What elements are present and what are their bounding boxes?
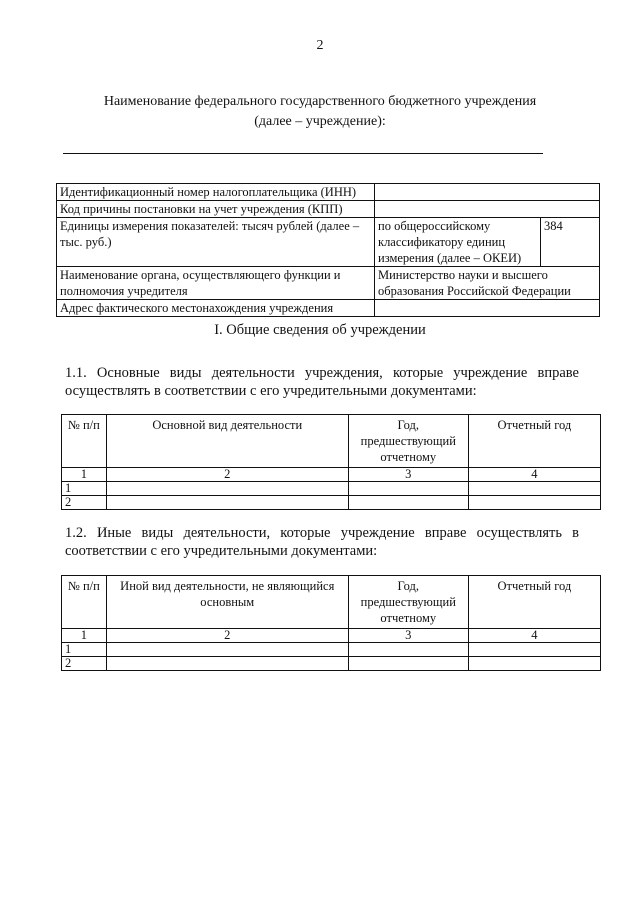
table-cell[interactable] <box>468 657 600 671</box>
main-activities-table <box>61 414 601 510</box>
row-number: 2 <box>62 496 107 510</box>
row-number: 1 <box>62 482 107 496</box>
row-number: 1 <box>62 643 107 657</box>
institution-info-table <box>56 183 600 317</box>
founder-label: Наименование органа, осуществляющего функции и полномочия учредителя <box>57 267 375 300</box>
col-report-year-header: Отчетный год <box>468 576 600 629</box>
paragraph-1-1: 1.1. Основные виды деятельности учреждения, которые учреждение вправе осуществлять в соответствии с его учредительными документами: <box>65 365 579 399</box>
kpp-row <box>57 201 600 218</box>
okei-label: по общероссийскому классификатору единиц измерения (далее – ОКЕИ) <box>375 218 541 267</box>
column-number: 3 <box>348 629 468 643</box>
table-row <box>62 657 601 671</box>
page-number: 2 <box>316 38 324 53</box>
heading-line-2: (далее – учреждение): <box>254 114 386 129</box>
col-number-header: № п/п <box>62 415 107 468</box>
column-number-row <box>62 468 601 482</box>
table-cell[interactable] <box>348 482 468 496</box>
table-row <box>62 482 601 496</box>
other-activities-table <box>61 575 601 671</box>
table-cell[interactable] <box>106 643 348 657</box>
column-number: 2 <box>106 468 348 482</box>
table-cell[interactable] <box>106 657 348 671</box>
inn-label: Идентификационный номер налогоплательщика (ИНН) <box>57 184 375 201</box>
col-prev-year-header: Год, предшествующий отчетному <box>348 576 468 629</box>
table-cell[interactable] <box>106 482 348 496</box>
column-number: 4 <box>468 629 600 643</box>
column-number: 2 <box>106 629 348 643</box>
col-number-header: № п/п <box>62 576 107 629</box>
column-number: 1 <box>62 468 107 482</box>
column-number: 4 <box>468 468 600 482</box>
table-cell[interactable] <box>348 657 468 671</box>
inn-value-cell[interactable] <box>375 184 600 201</box>
section-title: I. Общие сведения об учреждении <box>214 322 426 338</box>
document-heading <box>60 92 580 132</box>
col-prev-year-header: Год, предшествующий отчетному <box>348 415 468 468</box>
founder-row <box>57 267 600 300</box>
address-value-cell[interactable] <box>375 300 600 317</box>
column-number: 1 <box>62 629 107 643</box>
founder-value: Министерство науки и высшего образования Российской Федерации <box>375 267 600 300</box>
kpp-label: Код причины постановки на учет учреждения (КПП) <box>57 201 375 218</box>
column-number-row <box>62 629 601 643</box>
kpp-value-cell[interactable] <box>375 201 600 218</box>
table-cell[interactable] <box>348 496 468 510</box>
table-row <box>62 643 601 657</box>
table-header-row <box>62 576 601 629</box>
column-number: 3 <box>348 468 468 482</box>
address-row <box>57 300 600 317</box>
col-report-year-header: Отчетный год <box>468 415 600 468</box>
table-cell[interactable] <box>468 496 600 510</box>
table-cell[interactable] <box>468 643 600 657</box>
units-row <box>57 218 600 267</box>
paragraph-1-2: 1.2. Иные виды деятельности, которые учреждение вправе осуществлять в соответствии с его учредительными документами: <box>65 525 579 559</box>
table-row <box>62 496 601 510</box>
institution-name-fill-line[interactable] <box>63 153 543 154</box>
inn-row <box>57 184 600 201</box>
row-number: 2 <box>62 657 107 671</box>
table-header-row <box>62 415 601 468</box>
col-activity-header: Основной вид деятельности <box>106 415 348 468</box>
table-cell[interactable] <box>106 496 348 510</box>
col-activity-header: Иной вид деятельности, не являющийся основным <box>106 576 348 629</box>
table-cell[interactable] <box>348 643 468 657</box>
address-label: Адрес фактического местонахождения учреждения <box>57 300 375 317</box>
heading-line-1: Наименование федерального государственного бюджетного учреждения <box>103 94 537 109</box>
table-cell[interactable] <box>468 482 600 496</box>
okei-code: 384 <box>541 218 600 267</box>
units-label: Единицы измерения показателей: тысяч рублей (далее – тыс. руб.) <box>57 218 375 267</box>
